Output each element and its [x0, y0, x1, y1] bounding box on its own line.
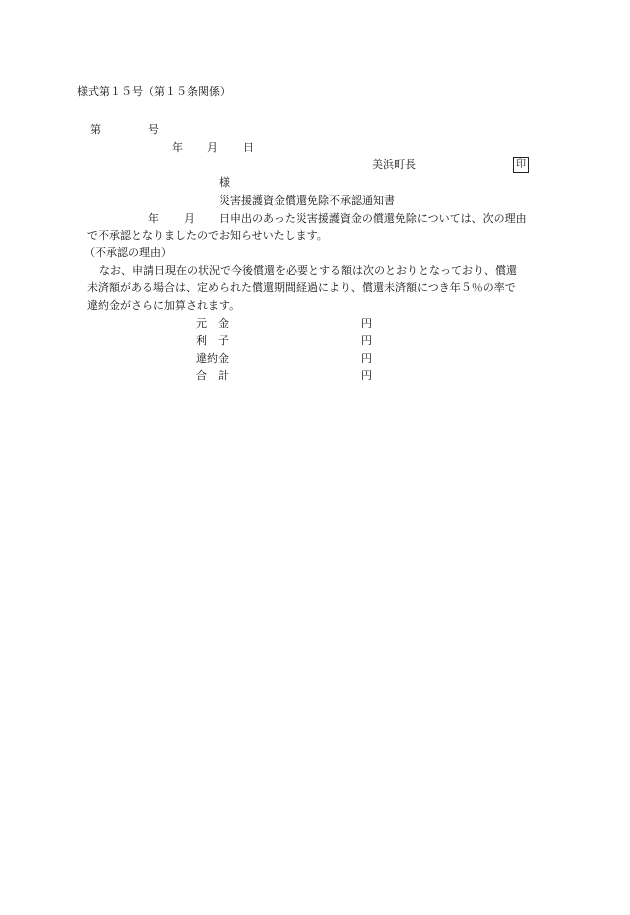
amount-unit-principal: 円 [361, 317, 372, 330]
amount-unit-penalty: 円 [361, 352, 372, 365]
amount-label-interest: 利 子 [196, 334, 229, 347]
recipient-suffix: 様 [219, 176, 230, 189]
body-month: 月 [184, 212, 195, 225]
document-title: 災害援護資金償還免除不承認通知書 [219, 194, 395, 207]
body-year: 年 [148, 212, 159, 225]
form-id: 様式第１５号（第１５条関係） [77, 85, 231, 98]
amount-label-principal: 元 金 [196, 317, 229, 330]
issuer-name: 美浜町長 [372, 158, 416, 171]
amount-label-penalty: 違約金 [196, 352, 229, 365]
note-line-2: 未済額がある場合は、定められた償還期間経過により、償還未済額につき年５％の率で [87, 281, 516, 294]
body-line-2: で不承認となりましたのでお知らせいたします。 [87, 229, 328, 242]
number-suffix: 号 [148, 123, 159, 136]
note-line-3: 違約金がさらに加算されます。 [87, 299, 241, 312]
seal-stamp: 印 [513, 157, 529, 173]
amount-unit-total: 円 [361, 369, 372, 382]
date-day: 日 [243, 141, 254, 154]
note-line-1: なお、申請日現在の状況で今後償還を必要とする額は次のとおりとなっており、償還 [99, 264, 517, 277]
amount-unit-interest: 円 [361, 334, 372, 347]
body-line-1: 日申出のあった災害援護資金の償還免除については、次の理由 [219, 212, 527, 225]
amount-label-total: 合 計 [196, 369, 229, 382]
reason-heading: （不承認の理由） [84, 246, 172, 259]
number-prefix: 第 [90, 123, 101, 136]
date-year: 年 [172, 141, 183, 154]
date-month: 月 [207, 141, 218, 154]
